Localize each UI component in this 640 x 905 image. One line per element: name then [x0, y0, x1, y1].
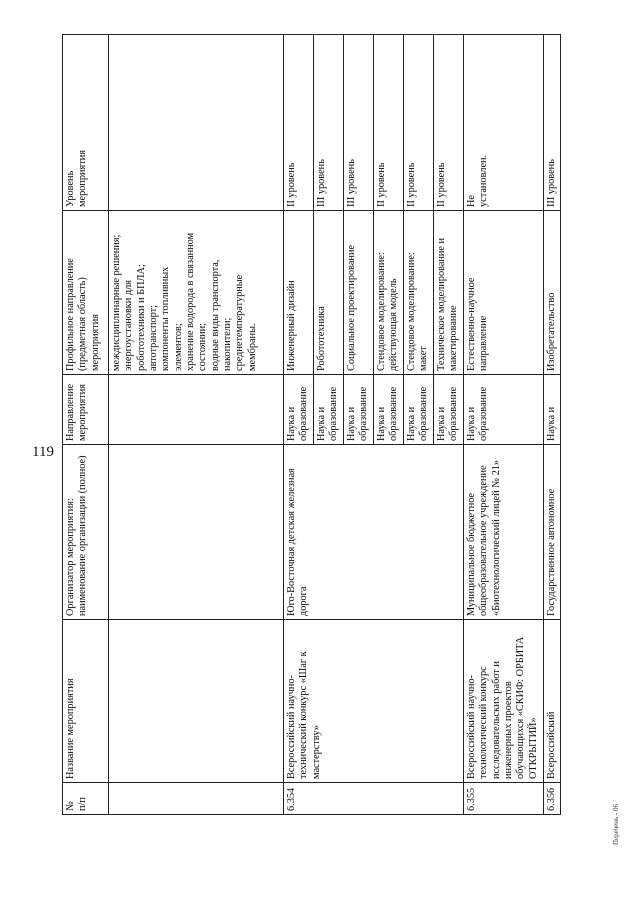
table-row [544, 35, 561, 815]
cell-direction: Наука и образование [464, 375, 544, 445]
cell-profile: Изобретательство [544, 211, 561, 375]
cell-profile: Естественно-научное направление [464, 211, 544, 375]
cell-num: 6.354 [284, 783, 464, 815]
cell-direction: Наука и образование [434, 375, 464, 445]
cell-profile: Техническое моделирование и макетирование [434, 211, 464, 375]
cell-profile: Инженерный дизайн [284, 211, 314, 375]
table-row [284, 35, 314, 815]
page-number: 119 [32, 444, 54, 460]
cell-name: Всероссийский научно- технический конкурс «Шаг к мастерству» [284, 620, 464, 783]
cell-num: 6.355 [464, 783, 544, 815]
cell-org: Муниципальное бюджетное общеобразовательное учреждение «Биотехнологический лицей № 21» [464, 445, 544, 620]
table-row [464, 35, 544, 815]
header-level: Уровень мероприятия [63, 35, 109, 211]
cell-profile: Социальное проектирование [344, 211, 374, 375]
cell-level: III уровень [344, 35, 374, 211]
cell-level: II уровень [374, 35, 404, 211]
cell-name: Всероссийский научно- технологический конкурс исследовательских работ и инженерных проектов обучающихся «СКИФ: ОРБИТА ОТКРЫТИЙ» [464, 620, 544, 783]
cell-level: Не установлен. [464, 35, 544, 211]
footer-note: Перечень - 06 [612, 804, 620, 845]
cell-num: 6.356 [544, 783, 561, 815]
cell-org: Государственное автономное [544, 445, 561, 620]
table-row-continued [109, 35, 284, 815]
cell-profile: Стендовое моделирование: макет [404, 211, 434, 375]
header-profile: Профильное направление (предметная область) мероприятия [63, 211, 109, 375]
rotated-table-page [62, 35, 572, 815]
header-direction: Направление мероприятия [63, 375, 109, 445]
cell-name: Всероссийский [544, 620, 561, 783]
cell-profile: Стендовое моделирование: действующая модель [374, 211, 404, 375]
header-num: № п/п [63, 783, 109, 815]
cell-org: Юго-Восточная детская железная дорога [284, 445, 464, 620]
cell-level: III уровень [544, 35, 561, 211]
cell-level: III уровень [314, 35, 344, 211]
cell-direction: Наука и образование [284, 375, 314, 445]
cell-direction: Наука и образование [404, 375, 434, 445]
cell-continued-profile: междисциплинарные решения; энергоустановки для робототехники и БПЛА; автотранспорт; компоненты топливных элементов; хранение водорода в связанном состоянии; водные виды транспорта, накопители; среднетемпературные мембраны. [109, 211, 284, 375]
cell-level: II уровень [434, 35, 464, 211]
header-name: Название мероприятия [63, 620, 109, 783]
events-table [62, 34, 561, 815]
cell-profile: Робототехника [314, 211, 344, 375]
cell-level: II уровень [284, 35, 314, 211]
header-row [63, 35, 109, 815]
header-org: Организатор мероприятия: наименование организации (полное) [63, 445, 109, 620]
cell-direction: Наука и образование [314, 375, 344, 445]
cell-direction: Наука и [544, 375, 561, 445]
cell-level: II уровень [404, 35, 434, 211]
cell-direction: Наука и образование [344, 375, 374, 445]
cell-direction: Наука и образование [374, 375, 404, 445]
